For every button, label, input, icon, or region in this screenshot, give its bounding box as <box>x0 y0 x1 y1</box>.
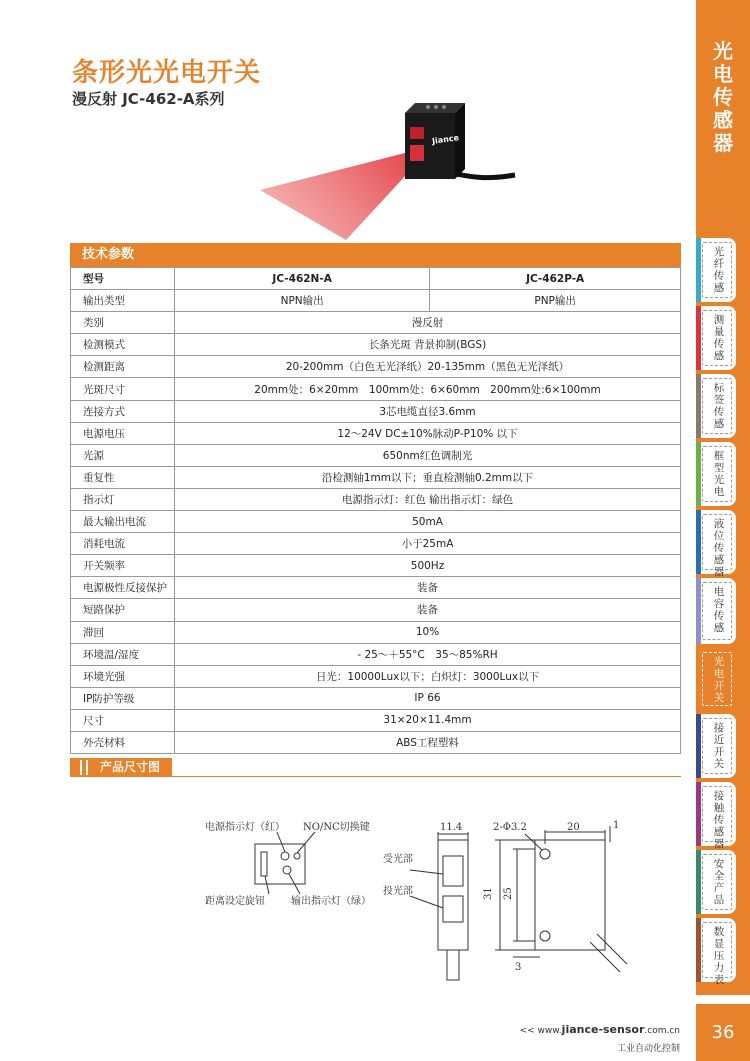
sidebar-tab-11[interactable] <box>696 918 736 986</box>
light-beam <box>260 153 408 240</box>
nonc-key-label: NO/NC切换键 <box>303 822 370 833</box>
table-row <box>71 599 681 621</box>
url-prefix: << <box>519 1026 538 1036</box>
sidebar-tab-label: 液 位 传 感 器 <box>713 518 725 578</box>
output-a: NPN输出 <box>175 290 430 312</box>
table-row <box>71 731 681 753</box>
sidebar-tab-label: 标 签 传 感 <box>713 382 725 430</box>
row-label: 滞回 <box>71 621 175 643</box>
table-row <box>71 378 681 400</box>
output-led-label: 输出指示灯（绿） <box>291 896 371 907</box>
sidebar-tab-label: 数 显 压 力 表 <box>713 926 725 986</box>
output-b: PNP输出 <box>430 290 681 312</box>
table-row <box>71 312 681 334</box>
sidebar-tab-label: 光 电 开 关 <box>713 656 725 704</box>
page-number: 36 <box>696 1004 750 1061</box>
row-label: 检测模式 <box>71 334 175 356</box>
power-led-label: 电源指示灯（红） <box>205 822 285 833</box>
row-label: 外壳材料 <box>71 731 175 753</box>
row-label: 短路保护 <box>71 599 175 621</box>
row-label: 连接方式 <box>71 400 175 422</box>
row-value: 小于25mA <box>175 533 681 555</box>
table-row <box>71 466 681 488</box>
dimension-section-title: 产品尺寸图 <box>100 760 161 774</box>
table-row <box>71 444 681 466</box>
dimension-drawing <box>195 812 635 992</box>
row-label: 检测距离 <box>71 356 175 378</box>
sidebar-tab-label: 框 型 光 电 <box>713 450 725 498</box>
row-label: 尺寸 <box>71 709 175 731</box>
spec-table <box>70 267 681 754</box>
row-label: 环境温/湿度 <box>71 643 175 665</box>
table-row <box>71 356 681 378</box>
dim-20: 20 <box>567 822 580 833</box>
row-label: 电源极性反接保护 <box>71 577 175 599</box>
row-value: 沿检测轴1mm以下；垂直检测轴0.2mm以下 <box>175 466 681 488</box>
url-post: .com.cn <box>644 1026 680 1036</box>
footer-tagline: 工业自动化控制 <box>616 1044 680 1054</box>
sidebar-tab-7[interactable] <box>696 648 736 710</box>
row-value: 650nm红色调制光 <box>175 444 681 466</box>
distance-knob-label: 距离设定旋钮 <box>205 896 265 907</box>
table-row <box>71 665 681 687</box>
row-label: 光斑尺寸 <box>71 378 175 400</box>
row-value: 50mA <box>175 511 681 533</box>
row-label: 最大输出电流 <box>71 511 175 533</box>
table-row <box>71 290 681 312</box>
table-row <box>71 533 681 555</box>
dim-31: 31 <box>483 887 494 900</box>
sidebar-tab-8[interactable] <box>696 714 736 778</box>
sidebar-category-header <box>696 0 750 215</box>
row-label: 环境光强 <box>71 665 175 687</box>
row-label: 消耗电流 <box>71 533 175 555</box>
brand-label: Jiance <box>431 133 460 146</box>
row-value: 10% <box>175 621 681 643</box>
spec-table-section <box>70 243 681 754</box>
model-b: JC-462P-A <box>430 268 681 290</box>
row-label: 电源电压 <box>71 422 175 444</box>
table-row <box>71 643 681 665</box>
row-value: 漫反射 <box>175 312 681 334</box>
sidebar-tab-4[interactable] <box>696 442 736 506</box>
row-value: 500Hz <box>175 555 681 577</box>
dim-3: 3 <box>515 962 522 973</box>
dim-holes: 2-Φ3.2 <box>493 822 527 833</box>
footer-url[interactable] <box>520 1023 680 1036</box>
row-value: 电源指示灯：红色 输出指示灯：绿色 <box>175 488 681 510</box>
dim-25: 25 <box>503 887 514 900</box>
url-pre: www. <box>537 1026 562 1036</box>
page-title: 条形光光电开关 <box>72 58 262 88</box>
row-label: 型号 <box>71 268 175 290</box>
row-label: 指示灯 <box>71 488 175 510</box>
row-value: 31×20×11.4mm <box>175 709 681 731</box>
sidebar-tab-label: 接 触 传 感 器 <box>713 790 725 850</box>
row-value: 装备 <box>175 599 681 621</box>
row-value: 长条光斑 背景抑制(BGS) <box>175 334 681 356</box>
row-value: 20-200mm（白色无光泽纸）20-135mm（黑色无光泽纸） <box>175 356 681 378</box>
receiver-label: 受光部 <box>383 854 413 865</box>
row-label: 重复性 <box>71 466 175 488</box>
sidebar-tab-2[interactable] <box>696 306 736 370</box>
row-value: ABS工程塑料 <box>175 731 681 753</box>
row-value: 装备 <box>175 577 681 599</box>
table-row <box>71 511 681 533</box>
table-row <box>71 621 681 643</box>
emitter-label: 投光部 <box>383 886 413 897</box>
dim-width: 11.4 <box>440 822 463 833</box>
row-value: 12～24V DC±10%脉动P-P10% 以下 <box>175 422 681 444</box>
sidebar-tab-9[interactable] <box>696 782 736 850</box>
row-label: 光源 <box>71 444 175 466</box>
table-row <box>71 709 681 731</box>
sidebar-tab-label: 安 全 产 品 <box>713 858 725 906</box>
dim-1: 1 <box>613 820 620 831</box>
spec-section-title: 技术参数 <box>70 243 681 267</box>
sidebar-tab-6[interactable] <box>696 578 736 644</box>
model-a: JC-462N-A <box>175 268 430 290</box>
row-label: 类别 <box>71 312 175 334</box>
sidebar-tab-label: 光 纤 传 感 <box>713 246 725 294</box>
page-subtitle: 漫反射 JC-462-A系列 <box>72 90 225 108</box>
table-row <box>71 687 681 709</box>
table-row <box>71 334 681 356</box>
table-row <box>71 555 681 577</box>
row-value: IP 66 <box>175 687 681 709</box>
table-row <box>71 400 681 422</box>
row-label: IP防护等级 <box>71 687 175 709</box>
product-image <box>260 95 520 245</box>
row-value: - 25～＋55°C 35～85%RH <box>175 643 681 665</box>
dimension-section-header <box>70 758 681 777</box>
sidebar-tab-label: 接 近 开 关 <box>713 722 725 770</box>
url-main: jiance-sensor <box>561 1023 645 1036</box>
table-row <box>71 488 681 510</box>
row-value: 日光：10000Lux以下；白炽灯：3000Lux以下 <box>175 665 681 687</box>
sidebar-category-title: 光 电 传 感 器 <box>713 39 733 155</box>
sidebar-tab-label: 电 容 传 感 <box>713 586 725 634</box>
table-row <box>71 268 681 290</box>
row-value: 20mm处：6×20mm 100mm处：6×60mm 200mm处:6×100mm <box>175 378 681 400</box>
sidebar-tab-5[interactable] <box>696 510 736 578</box>
table-row <box>71 422 681 444</box>
row-label: 开关频率 <box>71 555 175 577</box>
table-row <box>71 577 681 599</box>
sidebar-tab-1[interactable] <box>696 238 736 302</box>
sidebar-tab-label: 测 量 传 感 <box>713 314 725 362</box>
row-value: 3芯电缆直径3.6mm <box>175 400 681 422</box>
sidebar-tab-3[interactable] <box>696 374 736 438</box>
row-label: 输出类型 <box>71 290 175 312</box>
sidebar-tab-10[interactable] <box>696 850 736 914</box>
